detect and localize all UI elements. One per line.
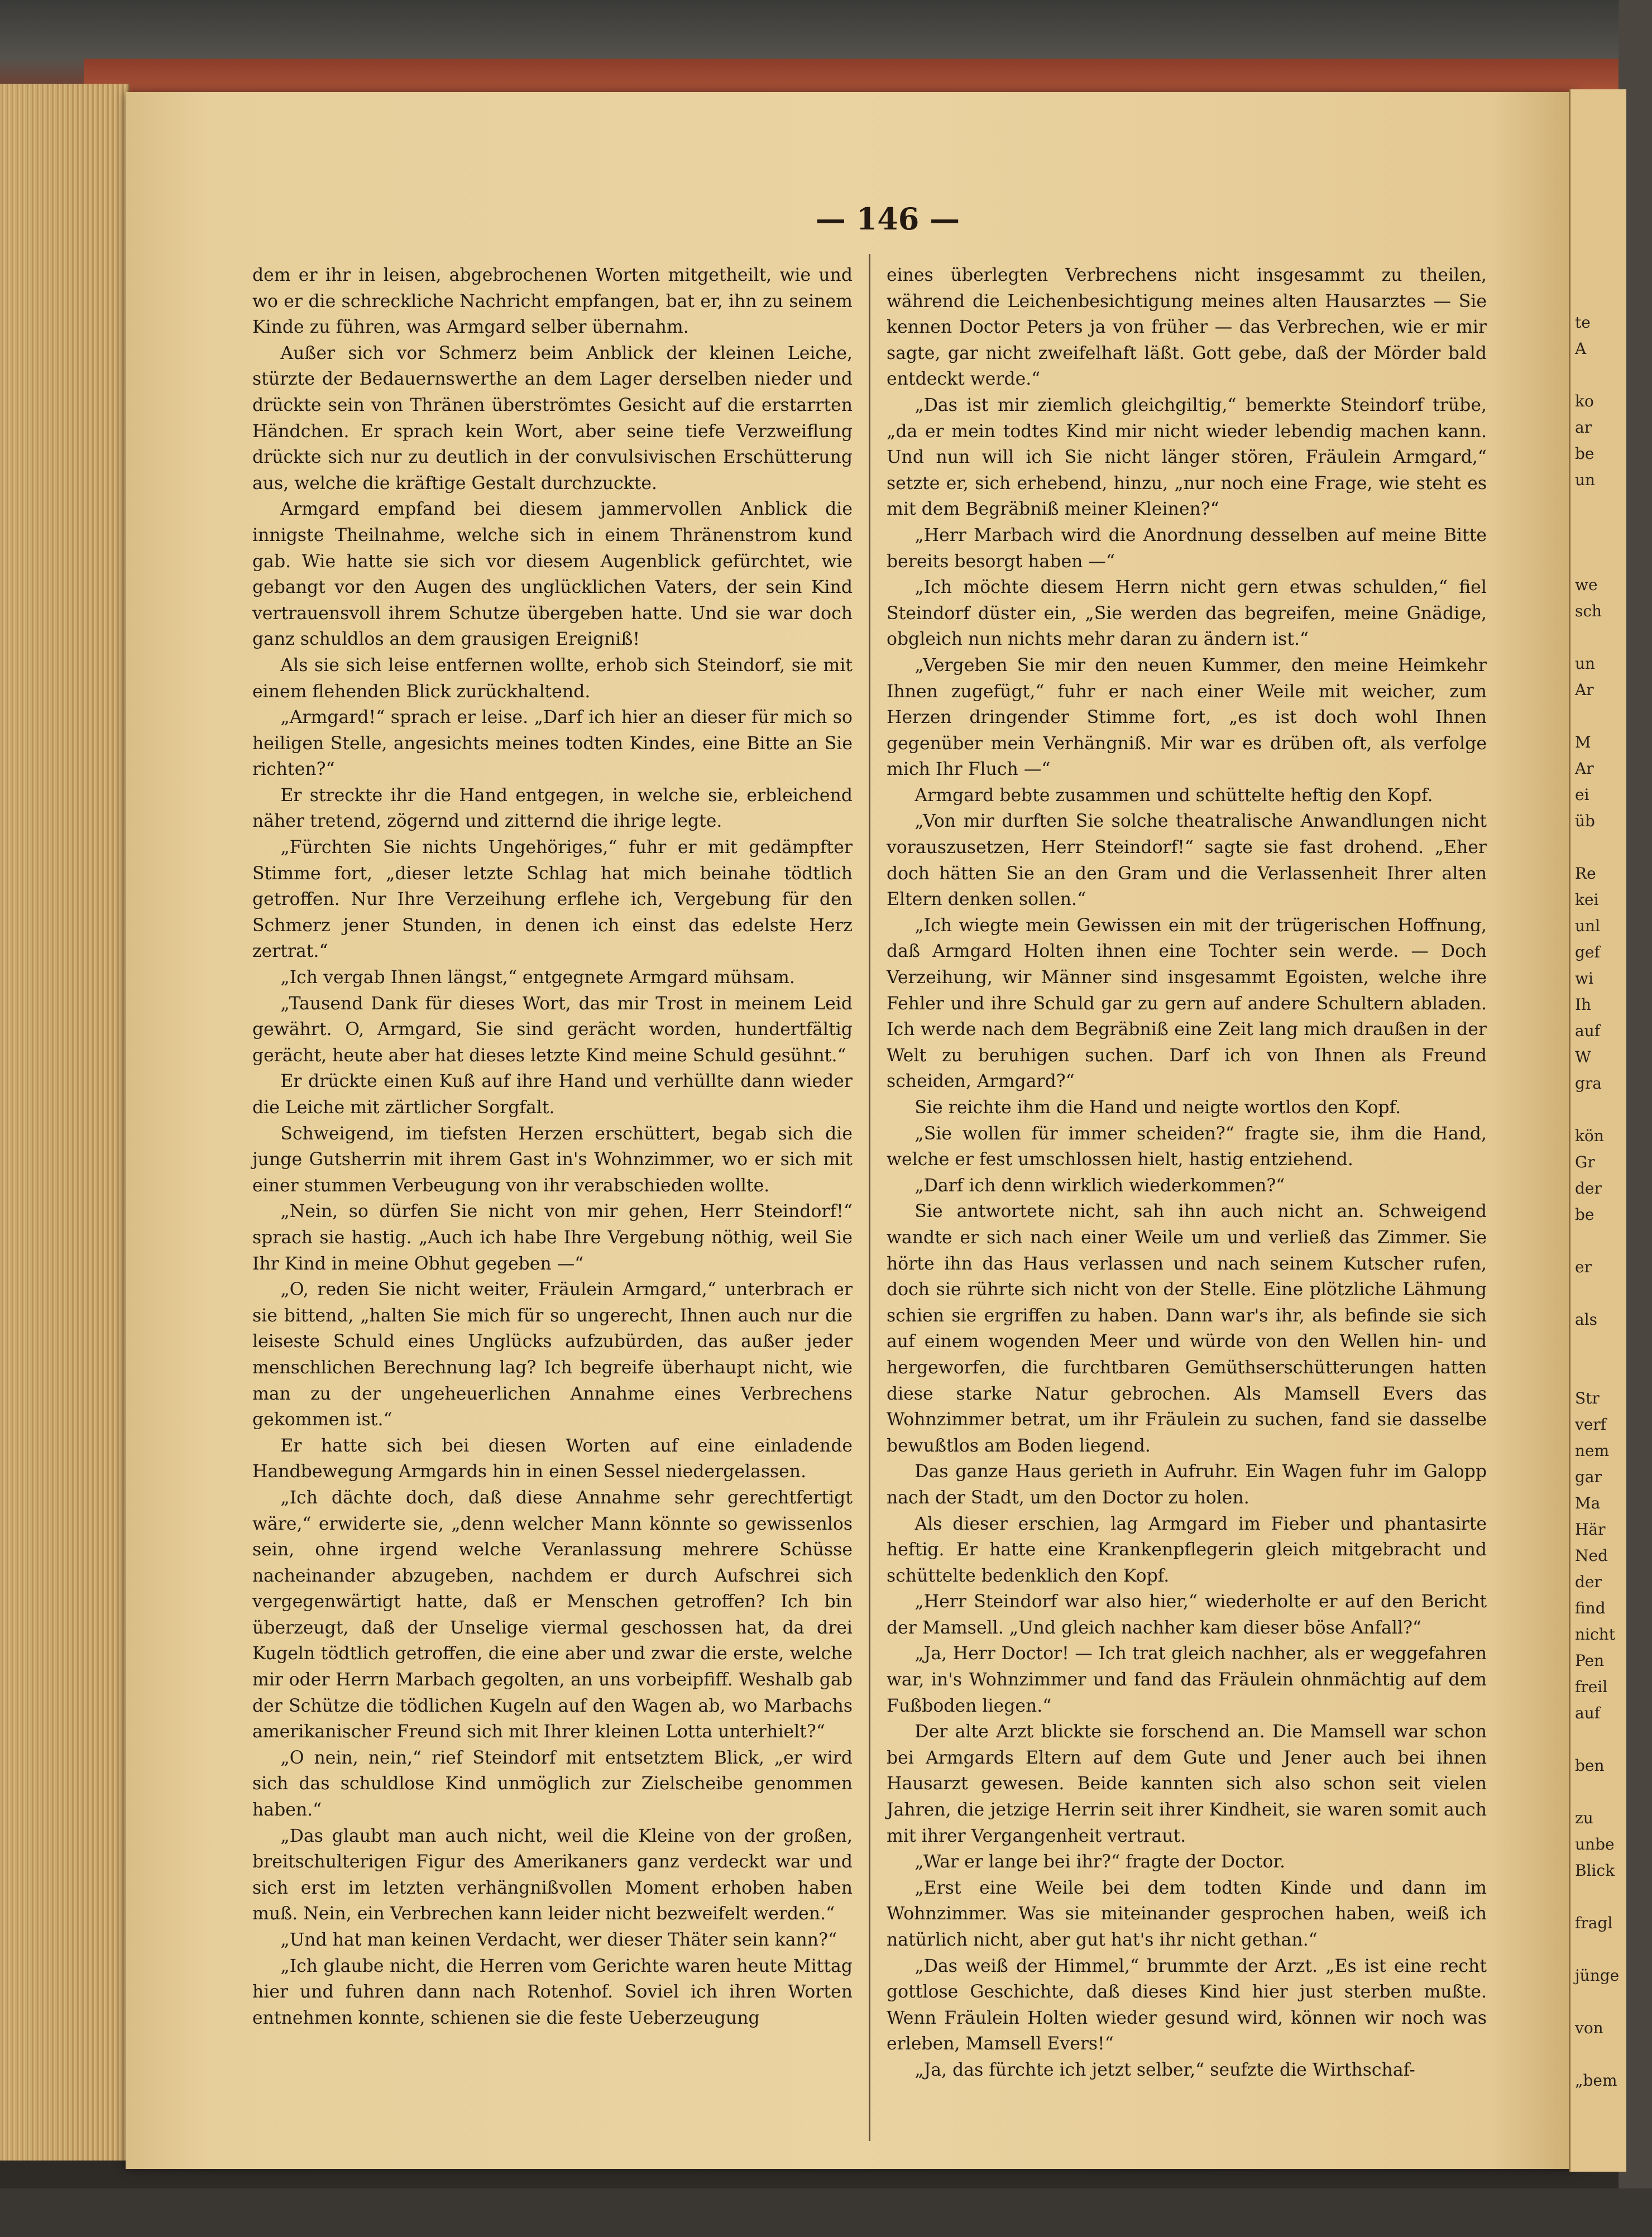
paragraph: Sie reichte ihm die Hand und neigte wortlos den Kopf. (914, 1098, 1401, 1118)
next-page-line: nem (1575, 1441, 1610, 1460)
next-page-line: jünge (1575, 1966, 1620, 1985)
next-page-line: ei (1575, 785, 1589, 804)
paragraph: „Ich glaube nicht, die Herren vom Gerichte waren heute Mittag hier und fuhren dann nach Rotenhof. Soviel ich ihren Worten entnehmen konnte, schienen sie die feste Ueberzeugung (252, 1956, 853, 2028)
next-page-line (1570, 1228, 1626, 1254)
next-page-line: A (1575, 339, 1587, 358)
paragraph: „Armgard!“ sprach er leise. „Darf ich hier an dieser für mich so heiligen Stelle, angesichts meines todten Kindes, eine Bitte an Sie richten?“ (252, 707, 853, 780)
next-page-line: sch (1575, 602, 1602, 620)
next-page-line: te (1575, 313, 1591, 332)
next-page-line: auf (1575, 1704, 1601, 1722)
next-page-line: auf (1575, 1022, 1601, 1040)
next-page-line: freil (1575, 1678, 1608, 1696)
paragraph: „Tausend Dank für dieses Wort, das mir Trost in meinem Leid gewährt. O, Armgard, Sie sind gerächt worden, hundertfältig gerächt, heute aber hat dieses letzte Kind meine Schuld gesühnt.“ (252, 993, 853, 1066)
next-page-line (1570, 624, 1626, 650)
paragraph: „Vergeben Sie mir den neuen Kummer, den meine Heimkehr Ihnen zugefügt,“ fuhr er nach einer Weile mit weicher, zum Herzen dringender Stimme fort, „es ist doch wohl Ihnen gegenüber mein Verhängniß. Mir war es drüben oft, als verfolge mich Ihr Fluch —“ (887, 655, 1487, 780)
next-page-line: Ma (1575, 1494, 1601, 1512)
next-page-line: er (1575, 1258, 1592, 1276)
paragraph: „Ich wiegte mein Gewissen ein mit der trügerischen Hoffnung, daß Armgard Holten ihnen eine Tochter sein werde. — Doch Verzeihung, wir Männer sind insgesammt Egoisten, welche ihre Fehler und ihre Schuld gar zu gern auf andere Schultern abladen. Ich werde nach dem Begräbniß eine Zeit lang mich draußen in der Welt zu beruhigen suchen. Darf ich von Ihnen als Freund scheiden, Armgard?“ (887, 915, 1487, 1092)
next-page-line (1570, 834, 1626, 860)
next-page-line (1570, 703, 1626, 729)
page-number: — 146 — (815, 201, 960, 237)
next-page-line: un (1575, 654, 1596, 673)
paragraph: Das ganze Haus gerieth in Aufruhr. Ein Wagen fuhr im Galopp nach der Stadt, um den Doctor zu holen. (887, 1462, 1487, 1508)
paragraph: Er drückte einen Kuß auf ihre Hand und verhüllte dann wieder die Leiche mit zärtlicher Sorgfalt. (252, 1071, 853, 1118)
paragraph: eines überlegten Verbrechens nicht insgesammt zu theilen, während die Leichenbesichtigung meines alten Hausarztes — Sie kennen Doctor Peters ja von früher — das Verbrechen, wie er mir sagte, gar nicht zweifelhaft läßt. Gott gebe, daß der Mörder bald entdeckt werde.“ (887, 265, 1487, 390)
next-page-line: ar (1575, 418, 1592, 437)
paragraph: Außer sich vor Schmerz beim Anblick der kleinen Leiche, stürzte der Bedauernswerthe an dem Lager derselben nieder und drückte sein von Thränen überströmtes Gesicht auf die erstarrten Händchen. Er sprach kein Wort, aber seine tiefe Verzweiflung drückte sich nur zu deutlich in der convulsivischen Erschütterung aus, welche die kräftige Gestalt durchzuckte. (252, 343, 853, 494)
next-page-line: Ar (1575, 681, 1594, 699)
paragraph: „Ja, Herr Doctor! — Ich trat gleich nachher, als er weggefahren war, in's Wohnzimmer und fand das Fräulein ohnmächtig auf dem Fußboden liegen.“ (887, 1644, 1487, 1716)
paragraph: „Das glaubt man auch nicht, weil die Kleine von der großen, breitschulterigen Figur des Amerikaners ganz verdeckt war und sich erst im letzten verhängnißvollen Moment erhoben haben muß. Nein, ein Verbrechen kann leider nicht bezweifelt werden.“ (252, 1826, 853, 1924)
next-page-line: zu (1575, 1809, 1593, 1827)
paragraph: „Das ist mir ziemlich gleichgiltig,“ bemerkte Steindorf trübe, „da er mein todtes Kind mir nicht wieder lebendig machen kann. Und nun will ich Sie nicht länger stören, Fräulein Armgard,“ setzte er, sich erhebend, hinzu, „nur noch eine Frage, wie steht es mit dem Begräbniß meiner Kleinen?“ (887, 395, 1487, 520)
next-page-line: Re (1575, 864, 1596, 883)
paragraph: Als dieser erschien, lag Armgard im Fieber und phantasirte heftig. Er hatte eine Krankenpflegerin gleich mitgebracht und schüttelte bedenklich den Kopf. (887, 1513, 1487, 1586)
next-page-line: Gr (1575, 1153, 1595, 1171)
paragraph: „Nein, so dürfen Sie nicht von mir gehen, Herr Steindorf!“ sprach sie hastig. „Auch ich habe Ihre Vergebung nöthig, weil Sie Ihr Kind in meine Obhut gegeben —“ (252, 1201, 853, 1274)
next-page-line: als (1575, 1310, 1598, 1329)
next-page-line (1570, 1096, 1626, 1123)
paragraph: „Das weiß der Himmel,“ brummte der Arzt. „Es ist eine recht gottlose Geschichte, daß dieses Kind hier just sterben mußte. Wenn Fräulein Holten wieder gesund wird, können wir noch was erleben, Mamsell Evers!“ (887, 1956, 1487, 2054)
paragraph: Armgard empfand bei diesem jammervollen Anblick die innigste Theilnahme, welche sich in einem Thränenstrom kund gab. Wie hatte sie sich vor diesem Augenblick gefürchtet, wie gebangt vor den Augen des unglücklichen Vaters, der sein Kind vertrauensvoll ihrem Schutze übergeben hatte. Und sie war doch ganz schuldlos an dem grausigen Ereigniß! (252, 499, 853, 650)
next-page-line (1570, 1884, 1626, 1910)
next-page-line: Str (1575, 1389, 1600, 1407)
next-page-line: find (1575, 1599, 1606, 1617)
next-page-line: Blick (1575, 1861, 1615, 1880)
next-page-line: unl (1575, 917, 1601, 935)
next-page-line: der (1575, 1179, 1602, 1197)
next-page-line (1570, 1333, 1626, 1359)
paragraph: „Von mir durften Sie solche theatralische Anwandlungen nicht vorauszusetzen, Herr Steindorf!“ sagte sie fast drohend. „Eher doch hätten Sie an den Gram und die Verlassenheit Ihrer alten Eltern denken sollen.“ (887, 811, 1487, 910)
next-page-line (1570, 283, 1626, 309)
next-page-line (1570, 1779, 1626, 1805)
next-page-line (1570, 2041, 1626, 2067)
next-page-line (1570, 362, 1626, 388)
next-page-line: Pen (1575, 1651, 1605, 1670)
next-page-line: we (1575, 576, 1598, 594)
next-page-line: nicht (1575, 1625, 1615, 1644)
next-page-line: kei (1575, 890, 1599, 909)
next-page-line: verf (1575, 1415, 1607, 1434)
next-page-line: gar (1575, 1468, 1602, 1486)
next-page-line: unbe (1575, 1835, 1615, 1853)
right-column (887, 262, 1487, 2083)
paragraph: Sie antwortete nicht, sah ihn auch nicht an. Schweigend wandte er sich nach einer Weile um und verließ das Zimmer. Sie hörte ihn das Haus verlassen und nach seinem Kutscher rufen, doch sie rührte sich nicht von der Stelle. Eine plötzliche Lähmung schien sie ergriffen zu haben. Dann war's ihr, als befinde sie sich auf einem wogenden Meer und würde von den Wellen hin- und hergeworfen, die furchtbaren Gemüthserschütterungen hatten diese starke Natur gebrochen. Als Mamsell Evers das Wohnzimmer betrat, um ihr Fräulein zu suchen, fand sie dasselbe bewußtlos am Boden liegend. (887, 1201, 1487, 1456)
next-page-line: gef (1575, 943, 1600, 961)
paragraph: Armgard bebte zusammen und schüttelte heftig den Kopf. (914, 785, 1433, 806)
paragraph: „Erst eine Weile bei dem todten Kinde und dann im Wohnzimmer. Was sie miteinander gesprochen haben, weiß ich natürlich nicht, aber gut hat's ihr nicht gethan.“ (887, 1877, 1487, 1950)
next-page-line (1570, 257, 1626, 283)
column-divider (869, 254, 870, 2141)
next-page-line (1570, 545, 1626, 572)
paragraph: „Ja, das fürchte ich jetzt selber,“ seufzte die Wirthschaf- (914, 2059, 1415, 2080)
next-page-line: Ar (1575, 759, 1594, 778)
paragraph: Der alte Arzt blickte sie forschend an. Die Mamsell war schon bei Armgards Eltern auf dem Gute und Jener auch bei ihnen Hausarzt gewesen. Beide kannten sich also schon seit vielen Jahren, die jetzige Herrin seit ihrer Kindheit, sie waren somit auch mit ihrer Vergangenheit vertraut. (887, 1722, 1487, 1846)
next-page-line: ko (1575, 392, 1594, 410)
next-page-line: Ned (1575, 1546, 1608, 1565)
next-page-line: Ih (1575, 995, 1592, 1014)
next-page-line (1570, 1359, 1626, 1385)
next-page-line: „bem (1575, 2071, 1617, 2090)
paragraph: „O nein, nein,“ rief Steindorf mit entsetztem Blick, „er wird sich das schuldlose Kind unmöglich zur Zielscheibe genommen haben.“ (252, 1747, 853, 1821)
next-page-line (1570, 519, 1626, 545)
next-page-line: gra (1575, 1074, 1602, 1093)
next-page-line: ben (1575, 1756, 1605, 1775)
paragraph: „Ich vergab Ihnen längst,“ entgegnete Armgard mühsam. (280, 967, 795, 988)
paragraph: Er hatte sich bei diesen Worten auf eine einladende Handbewegung Armgards hin in einen Sessel niedergelassen. (252, 1435, 853, 1482)
paragraph: Er streckte ihr die Hand entgegen, in welche sie, erbleichend näher tretend, zögernd und zitternd die ihrige legte. (252, 785, 853, 832)
paragraph: „Sie wollen für immer scheiden?“ fragte sie, ihm die Hand, welche er fest umschlossen hielt, hastig entziehend. (887, 1123, 1487, 1170)
paragraph: Als sie sich leise entfernen wollte, erhob sich Steindorf, sie mit einem flehenden Blick zurückhaltend. (252, 655, 853, 702)
paragraph: „Darf ich denn wirklich wiederkommen?“ (914, 1175, 1285, 1196)
next-page-line: be (1575, 444, 1594, 463)
next-page-line: Här (1575, 1520, 1606, 1539)
paragraph: „War er lange bei ihr?“ fragte der Doctor. (914, 1852, 1286, 1872)
paragraph: „Fürchten Sie nichts Ungehöriges,“ fuhr er mit gedämpfter Stimme fort, „dieser letzte Schlag hat mich beinahe tödtlich getroffen. Nur Ihre Verzeihung erflehe ich, Vergebung für den Schmerz jener Stunden, in denen ich einst das edelste Herz zertrat.“ (252, 837, 853, 962)
next-page-line (1570, 493, 1626, 519)
next-page-line (1570, 1936, 1626, 1962)
paragraph: „Und hat man keinen Verdacht, wer dieser Thäter sein kann?“ (280, 1930, 837, 1950)
page-edges (0, 84, 130, 2161)
next-page-line: un (1575, 471, 1596, 489)
next-page-line: der (1575, 1573, 1602, 1591)
next-page-line (1570, 1989, 1626, 2015)
next-page-line: W (1575, 1048, 1591, 1066)
paragraph: „Herr Marbach wird die Anordnung desselben auf meine Bitte bereits besorgt haben —“ (887, 525, 1487, 572)
book-cover-bottom (0, 2188, 1652, 2237)
next-page-line (1570, 1726, 1626, 1752)
paragraph: „Ich dächte doch, daß diese Annahme sehr gerechtfertigt wäre,“ erwiderte sie, „denn welcher Mann könnte so gewissenlos sein, ohne irgend welche Veranlassung mehrere Schüsse nacheinander abzugeben, nachdem er durch Aufschrei sich vergegenwärtigt hatte, daß er Menschen getroffen? Ich bin überzeugt, daß der Unselige viermal geschossen hat, da drei Kugeln tödtlich getroffen, die eine aber und zwar die erste, welche mir oder Herrn Marbach gegolten, an uns vorbeipfiff. Weshalb gab der Schütze die tödlichen Kugeln auf den Wagen ab, wo Marbachs amerikanischer Freund sich mit Ihrer kleinen Lotta unterhielt?“ (252, 1487, 853, 1742)
paragraph: „Ich möchte diesem Herrn nicht gern etwas schulden,“ fiel Steindorf düster ein, „Sie werden das begreifen, meine Gnädige, obgleich nun nichts mehr daran zu ändern ist.“ (887, 577, 1487, 650)
next-page-line: von (1575, 2019, 1603, 2037)
paragraph: „O, reden Sie nicht weiter, Fräulein Armgard,“ unterbrach er sie bittend, „halten Sie mich für so ungerecht, Ihnen auch nur die leiseste Schuld eines Unglücks aufzubürden, das außer jeder menschlichen Berechnung lag? Ich begreife überhaupt nicht, wie man zu der ungeheuerlichen Annahme eines Verbrechens gekommen ist.“ (252, 1280, 853, 1430)
next-page-fragment (1569, 89, 1626, 2172)
paragraph: Schweigend, im tiefsten Herzen erschüttert, begab sich die junge Gutsherrin mit ihrem Gast in's Wohnzimmer, wo er sich mit einer stummen Verbeugung von ihr verabschieden wollte. (252, 1123, 853, 1196)
left-column (252, 262, 853, 2031)
next-page-line (1570, 1280, 1626, 1306)
next-page-line: wi (1575, 969, 1593, 988)
paragraph: „Herr Steindorf war also hier,“ wiederholte er auf den Bericht der Mamsell. „Und gleich nachher kam dieser böse Anfall?“ (887, 1592, 1487, 1638)
paragraph: dem er ihr in leisen, abgebrochenen Worten mitgetheilt, wie und wo er die schreckliche Nachricht empfangen, bat er, ihn zu seinem Kinde zu führen, was Armgard selber übernahm. (252, 265, 853, 338)
next-page-line: kön (1575, 1127, 1604, 1145)
next-page-line: fragl (1575, 1914, 1613, 1932)
next-page-line: be (1575, 1205, 1594, 1224)
next-page-line: M (1575, 733, 1591, 751)
next-page-line: üb (1575, 812, 1595, 830)
